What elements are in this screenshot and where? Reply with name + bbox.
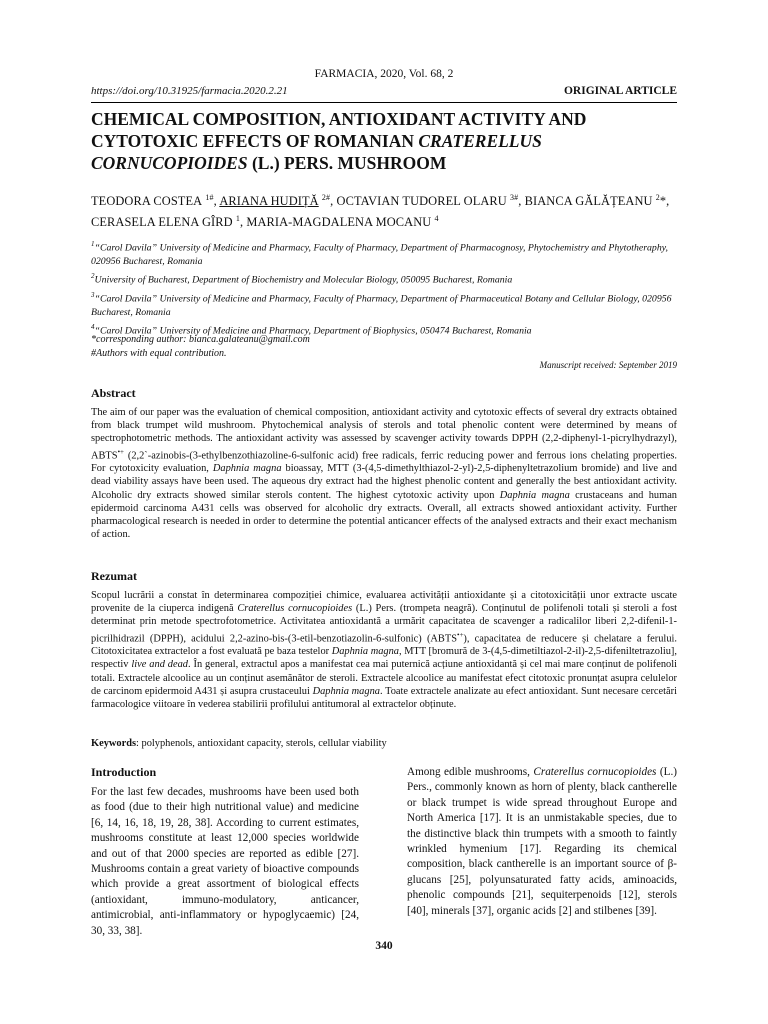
affiliation: $^4$“Carol Davila” University of Medicine and Pharmacy, Department of Biophysics, 050474 Bucharest, Romania [91,322,532,337]
affiliations [91,237,677,338]
introduction-heading: Introduction [91,765,157,779]
rezumat-heading: Rezumat [91,569,137,583]
paper-title [91,108,677,174]
author: BIANCA GĂLĂȚEANU $^2$*, [524,193,670,209]
author: MARIA-MAGDALENA MOCANU $^4$ [246,214,439,230]
keywords-label: Keywords [91,738,137,749]
affiliation: $^1$“Carol Davila” University of Medicine and Pharmacy, Faculty of Pharmacy, Department of Pharmacognosy, Phytochemistry and Phytotheraphy, 020956 Bucharest, Romania [91,240,668,268]
journal-header: FARMACIA, 2020, Vol. 68, 2 [314,68,454,80]
equal-contribution-note: #Authors with equal contribution. [91,348,227,359]
affiliation: $^3$“Carol Davila” University of Medicine and Pharmacy, Faculty of Pharmacy, Department of Pharmaceutical Botany and Cellular Biology, 020956 Bucharest, Romania [91,290,672,318]
introduction-column-2: Among edible mushrooms, Craterellus cornucopioides (L.) Pers., commonly known as horn of plenty, black cantherelle or black trumpet is wide spread throughout Europe and North America [17]. It is an unmistakable species, due to the distinctive black thin trumpets with a smooth to faintly wrinkled hymenium [17]. Regarding its chemical composition, black cantherelle is an important source of β-glucans [25], polyunsaturated fatty acids, aminoacids, phenolic compounds [21], sequiterpenoids [12], sterols [40], minerals [37], organic acids [2] and stilbenes [39]. [407,766,677,917]
author: TEODORA COSTEA $^{1\#}$, [91,193,220,209]
keywords [91,738,677,749]
doi-link[interactable]: https://doi.org/10.31925/farmacia.2020.2.21 [91,85,288,97]
affiliation: $^2$University of Bucharest, Department of Biochemistry and Molecular Biology, 050095 Bucharest, Romania [91,272,513,286]
author: ARIANA HUDIȚĂ $^{2\#}$, [219,193,337,209]
header-rule [91,102,677,103]
page-number: 340 [375,940,393,952]
keywords-list: : polyphenols, antioxidant capacity, sterols, cellular viability [136,738,387,749]
title-part-1: CHEMICAL COMPOSITION, ANTIOXIDANT ACTIVITY AND CYTOTOXIC EFFECTS OF ROMANIAN [91,109,587,151]
introduction-column-1: For the last few decades, mushrooms have been used both as food (due to their high nutritional value) and medicine [6, 14, 16, 18, 19, 28, 38]. According to current estimates, mushrooms constitute at least 12,000 species worldwide and out of that 2000 species are reported as edible [27]. Mushrooms contain a great variety of bioactive compounds which provide a great assortment of biological effects (antioxidant, immuno-modulatory, anticancer, antimicrobial, anti-inflammatory or hypoglycaemic) [24, 30, 33, 38]. [91,786,359,937]
manuscript-received: Manuscript received: September 2019 [539,360,677,370]
correspondence-note [91,333,677,361]
author: CERASELA ELENA GÎRD $^1$, [91,214,247,230]
title-species: CRATERELLUS CORNUCOPIOIDES [91,131,542,173]
abstract-text: The aim of our paper was the evaluation of chemical composition, antioxidant activity and cytotoxic effects of several dry extracts obtained from black trumpet wild mushroom. Phytochemical analysis of sterols and total phenolic content were determined by means of spectrophotometric methods. The antioxidant activity was assessed by scavenger activity towards DPPH (2,2-diphenyl-1-picrylhydrazyl), ABTS•+ (2,2`-azinobis-(3-ethylbenzothiazoline-6-sulfonic acid) free radicals, ferric reducing power and ferrous ions chelating properties. For cytotoxicity evaluation, Daphnia magna bioassay, MTT (3-(4,5-dimethylthiazol-2-yl)-2,5-diphenyltetrazolium bromide) and live and dead viability assays have been used. The aqueous dry extract had the highest phenolic content and generally the best antioxidant activity. Alcoholic dry extracts showed similar sterols content. The highest cytotoxic activity upon Daphnia magna crustaceans and human epidermoid carcinoma A431 cells was observed for alcoholic dry extracts. Overall, all extracts showed antioxidant activity. Further pharmacological research is needed in order to determine the potential anticancer effects of the analysed extracts and their exact mechanism of action. [91,407,678,541]
title-part-2: (L.) PERS. MUSHROOM [247,153,447,173]
article-type: ORIGINAL ARTICLE [563,85,677,97]
rezumat-text: Scopul lucrării a constat în determinarea compoziției chimice, evaluarea activității antioxidante și a citotoxicității unor extracte uscate provenite de la ciuperca indigenă Craterellus cornucopioides (L.) Pers. (trompeta neagră). Conținutul de polifenoli totali și steroli a fost determinat prin metode spectrofotometrice. Activitatea antioxidantă a urmărit capacitatea de scavenger a radicalilor liberi 2,2-difenil-1-picrilhidrazil (DPPH), acidului 2,2-azino-bis-(3-etil-benzotiazolin-6-sulfonic) (ABTS•+), capacitatea de reducere și chelatare a ferului. Citotoxicitatea extractelor a fost evaluată pe baza testelor Daphnia magna, MTT [bromură de 3-(4,5-dimetiltiazol-2-il)-2,5-difeniltetrazoliu], respectiv live and dead. În general, extractul apos a manifestat cea mai puternică acțiune antioxidantă și cel mai mare conținut de polifenoli totali. Extractele alcoolice au un conținut asemănător de steroli. Extractele alcoolice au manifestat efect citotoxic pronunțat asupra celulelor de carcinom epidermoid A431 și asupra crustaceului Daphnia magna. Toate extractele analizate au efect antioxidant. Sunt necesare cercetări farmacologice viitoare în vederea stabilirii profilului antitumoral al extractelor obținute. [91,590,677,711]
author: OCTAVIAN TUDOREL OLARU $^{3\#}$, [336,193,525,209]
author-list [91,189,677,231]
abstract-heading: Abstract [91,386,136,400]
corresponding-author: *corresponding author: bianca.galateanu@gmail.com [91,334,310,345]
